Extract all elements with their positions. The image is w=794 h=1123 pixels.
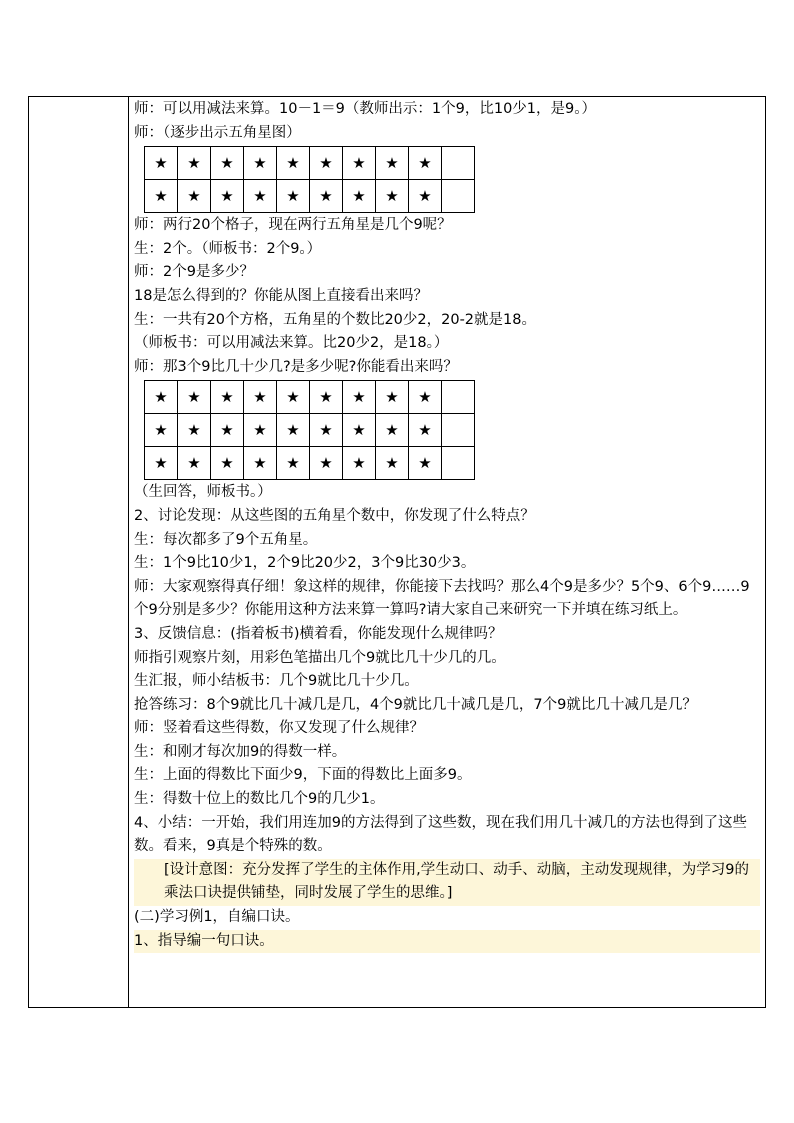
star-icon: ★ <box>310 414 343 447</box>
star-icon: ★ <box>310 447 343 480</box>
star-icon: ★ <box>376 381 409 414</box>
star-icon: ★ <box>277 147 310 180</box>
text-line: 生汇报，师小结板书：几个9就比几十少几。 <box>134 673 419 690</box>
star-icon: ★ <box>409 147 442 180</box>
text-line: 师：可以用减法来算。10－1＝9（教师出示：1个9，比10少1，是9。） <box>134 101 597 117</box>
star-icon: ★ <box>211 414 244 447</box>
star-grid-two-rows <box>144 146 475 213</box>
star-icon: ★ <box>277 180 310 213</box>
star-icon: ★ <box>211 381 244 414</box>
star-icon: ★ <box>244 381 277 414</box>
text-paragraph: 抢答练习：8个9就比几十减几是几，4个9就比几十减几是几，7个9就比几十减几是几？ <box>134 696 697 713</box>
star-icon: ★ <box>277 414 310 447</box>
star-icon: ★ <box>145 447 178 480</box>
star-icon: ★ <box>244 180 277 213</box>
text-line: 1、指导编一句口诀。 <box>134 930 760 954</box>
star-icon: ★ <box>244 447 277 480</box>
star-icon: ★ <box>211 147 244 180</box>
text-line: 师：竖着看这些得数，你又发现了什么规律？ <box>134 720 424 737</box>
empty-cell <box>442 447 475 480</box>
star-icon: ★ <box>409 447 442 480</box>
text-line: 生：上面的得数比下面少9，下面的得数比上面多9。 <box>134 767 472 784</box>
star-icon: ★ <box>244 147 277 180</box>
star-grid-row <box>145 414 475 447</box>
star-icon: ★ <box>343 447 376 480</box>
star-icon: ★ <box>178 447 211 480</box>
star-icon: ★ <box>343 147 376 180</box>
star-icon: ★ <box>178 147 211 180</box>
text-line: 生：和刚才每次加9的得数一样。 <box>134 743 347 760</box>
text-line: 3、反馈信息：(指着板书)横着看，你能发现什么规律吗？ <box>134 625 503 642</box>
text-line: 生：一共有20个方格，五角星的个数比20少2，20-2就是18。 <box>134 311 536 328</box>
text-line: (二)学习例1，自编口诀。 <box>134 909 300 926</box>
star-icon: ★ <box>343 381 376 414</box>
text-line: 师：2个9是多少？ <box>134 264 254 281</box>
star-icon: ★ <box>244 414 277 447</box>
star-icon: ★ <box>376 147 409 180</box>
star-icon: ★ <box>145 414 178 447</box>
star-icon: ★ <box>310 180 343 213</box>
text-paragraph: 4、小结：一开始，我们用连加9的方法得到了这些数，现在我们用几十减几的方法也得到了这些数。看来，9真是个特殊的数。 <box>134 814 747 855</box>
star-icon: ★ <box>409 180 442 213</box>
star-icon: ★ <box>211 180 244 213</box>
text-line: 生：得数十位上的数比几个9的几少1。 <box>134 791 385 808</box>
star-icon: ★ <box>145 180 178 213</box>
star-icon: ★ <box>409 414 442 447</box>
star-icon: ★ <box>178 414 211 447</box>
text-line: 18是怎么得到的？你能从图上直接看出来吗？ <box>134 287 428 304</box>
star-grid-row <box>145 147 475 180</box>
star-icon: ★ <box>310 147 343 180</box>
text-line: 师：（逐步出示五角星图） <box>134 124 301 141</box>
star-icon: ★ <box>343 180 376 213</box>
text-line: 生：2个。（师板书：2个9。） <box>134 240 322 257</box>
star-icon: ★ <box>310 381 343 414</box>
text-line: 师指引观察片刻，用彩色笔描出几个9就比几十少几的几。 <box>134 649 506 666</box>
text-paragraph: 师：大家观察得真仔细！象这样的规律，你能接下去找吗？那么4个9是多少？5个9、6个9……9个9分别是多少？你能用这种方法来算一算吗?请大家自己来研究一下并填在练习纸上。 <box>134 578 750 619</box>
star-icon: ★ <box>376 414 409 447</box>
star-icon: ★ <box>145 147 178 180</box>
star-icon: ★ <box>178 180 211 213</box>
design-intent-note: [设计意图：充分发挥了学生的主体作用,学生动口、动手、动脑，主动发现规律，为学习9的乘法口诀提供铺垫，同时发展了学生的思维。] <box>134 859 760 906</box>
lesson-content <box>134 98 760 953</box>
star-icon: ★ <box>376 180 409 213</box>
star-icon: ★ <box>178 381 211 414</box>
star-icon: ★ <box>277 381 310 414</box>
text-line: 师：那3个9比几十少几?是多少呢?你能看出来吗？ <box>134 358 458 375</box>
empty-cell <box>442 180 475 213</box>
empty-cell <box>442 414 475 447</box>
star-icon: ★ <box>145 381 178 414</box>
empty-cell <box>442 147 475 180</box>
star-icon: ★ <box>343 414 376 447</box>
text-line: 师：两行20个格子，现在两行五角星是几个9呢？ <box>134 217 452 234</box>
column-divider <box>128 96 129 1008</box>
star-grid-row <box>145 381 475 414</box>
text-line: （师板书：可以用减法来算。比20少2，是18。） <box>134 335 449 352</box>
empty-cell <box>442 381 475 414</box>
text-line: 生：1个9比10少1，2个9比20少2，3个9比30少3。 <box>134 555 476 572</box>
star-icon: ★ <box>211 447 244 480</box>
star-icon: ★ <box>409 381 442 414</box>
star-icon: ★ <box>277 447 310 480</box>
text-line: （生回答，师板书。） <box>134 484 272 501</box>
star-grid-row <box>145 180 475 213</box>
text-line: 生：每次都多了9个五角星。 <box>134 531 318 548</box>
text-line: 2、讨论发现：从这些图的五角星个数中，你发现了什么特点？ <box>134 507 535 524</box>
star-grid-row <box>145 447 475 480</box>
star-grid-three-rows <box>144 380 475 480</box>
star-icon: ★ <box>376 447 409 480</box>
